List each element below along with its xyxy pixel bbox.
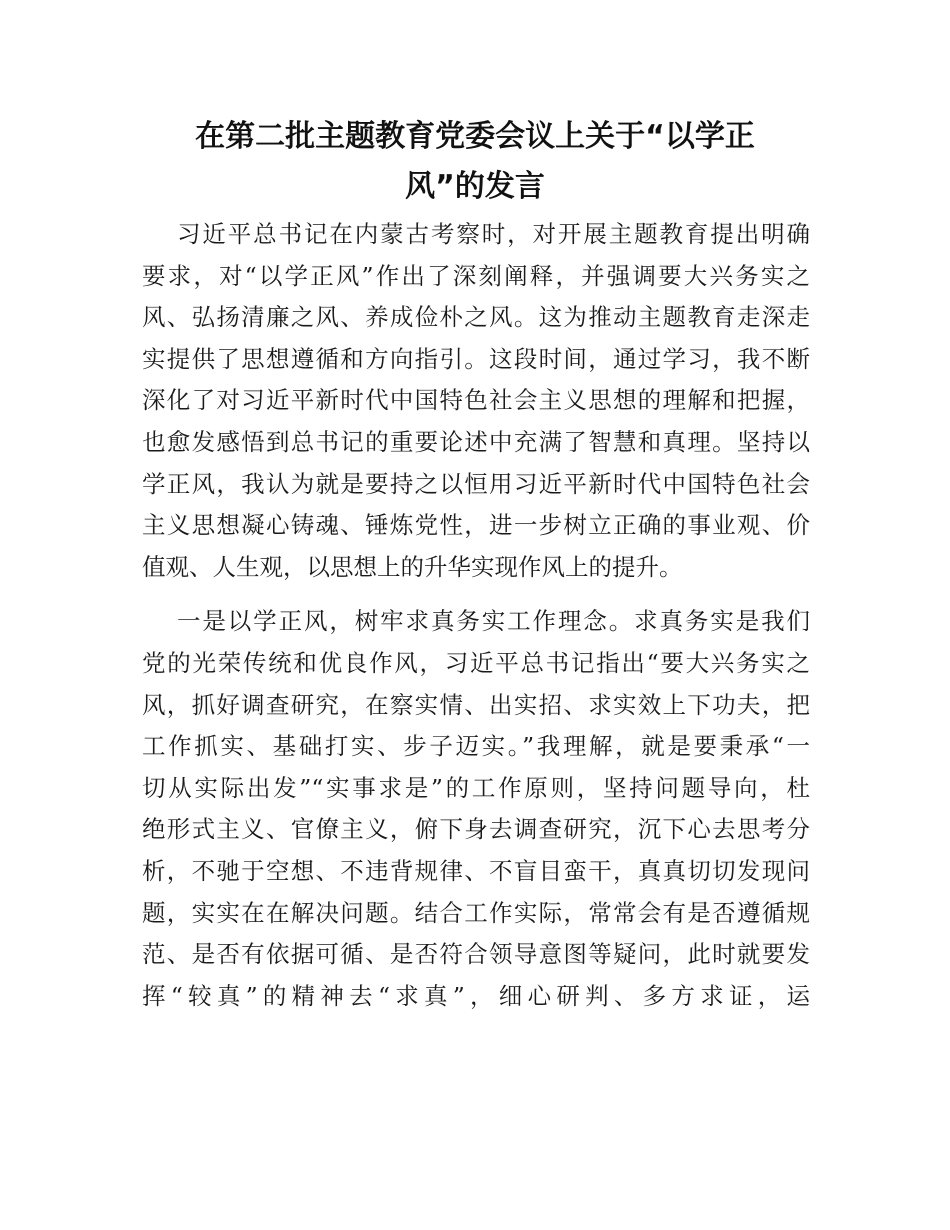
- document-title: [150, 112, 800, 212]
- paragraph-line: 工作抓实、基础打实、步子迈实。”我理解，就是要秉承“一: [142, 732, 810, 761]
- paragraph-line: 绝形式主义、官僚主义，俯下身去调查研究，沉下心去思考分: [142, 815, 810, 844]
- paragraph-line: 要求，对“以学正风”作出了深刻阐释，并强调要大兴务实之: [142, 261, 810, 290]
- paragraph: [142, 601, 810, 1017]
- paragraph-line: 实提供了思想遵循和方向指引。这段时间，通过学习，我不断: [142, 344, 810, 373]
- paragraph-line: 析，不驰于空想、不违背规律、不盲目蛮干，真真切切发现问: [142, 856, 810, 885]
- title-line: 风”的发言: [405, 169, 545, 204]
- paragraph-line: 风，抓好调查研究，在察实情、出实招、求实效上下功夫，把: [142, 690, 810, 719]
- title-line: 在第二批主题教育党委会议上关于“以学正: [195, 119, 755, 154]
- paragraph-line: 一是以学正风，树牢求真务实工作理念。求真务实是我们: [177, 607, 810, 636]
- paragraph: [142, 214, 810, 588]
- paragraph-line: 风、弘扬清廉之风、养成俭朴之风。这为推动主题教育走深走: [142, 303, 810, 332]
- paragraph-line: 范、是否有依据可循、是否符合领导意图等疑问，此时就要发: [142, 940, 810, 969]
- paragraph-spacer: [142, 588, 810, 601]
- paragraph-line: 主义思想凝心铸魂、锤炼党性，进一步树立正确的事业观、价: [142, 511, 810, 540]
- paragraph-line: 值观、人生观，以思想上的升华实现作风上的提升。: [142, 552, 683, 581]
- paragraph-line: 题，实实在在解决问题。结合工作实际，常常会有是否遵循规: [142, 898, 810, 927]
- paragraph-line: 习近平总书记在内蒙古考察时，对开展主题教育提出明确: [177, 220, 810, 248]
- paragraph-line: 党的光荣传统和优良作风，习近平总书记指出“要大兴务实之: [142, 648, 810, 677]
- paragraph-line: 也愈发感悟到总书记的重要论述中充满了智慧和真理。坚持以: [142, 427, 810, 456]
- paragraph-line: 挥“较真”的精神去“求真”，细心研判、多方求证，运: [142, 981, 810, 1010]
- paragraph-line: 深化了对习近平新时代中国特色社会主义思想的理解和把握，: [142, 386, 810, 415]
- paragraph-line: 切从实际出发”“实事求是”的工作原则，坚持问题导向，杜: [142, 773, 810, 802]
- document-body: [142, 214, 810, 1017]
- paragraph-line: 学正风，我认为就是要持之以恒用习近平新时代中国特色社会: [142, 469, 810, 498]
